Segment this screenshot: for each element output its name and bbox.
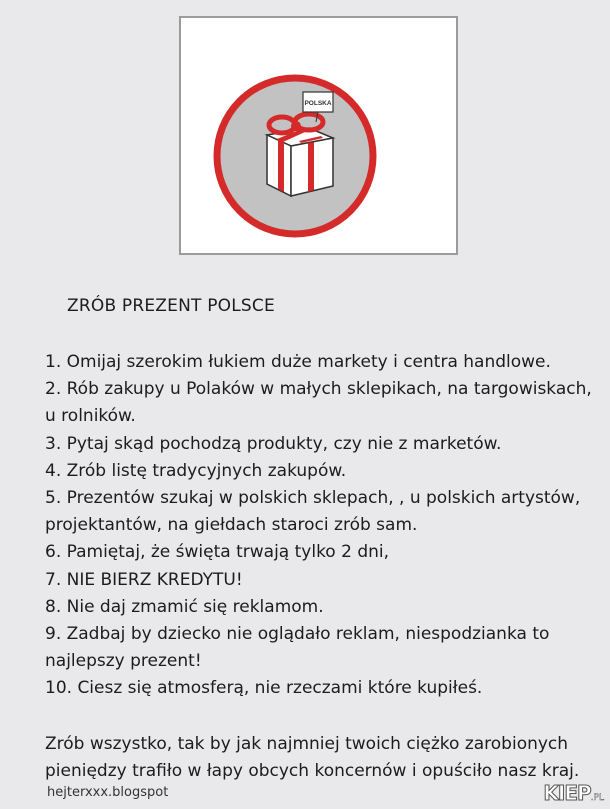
polska-tag-label: POLSKA: [304, 100, 332, 107]
list-item: 4. Zrób listę tradycyjnych zakupów.: [45, 460, 347, 481]
list-item: 5. Prezentów szukaj w polskich sklepach, , u polskich artystów,: [45, 488, 581, 509]
watermark-suffix: .PL: [590, 793, 604, 803]
closing-line: pieniędzy trafiło w łapy obcych koncernów i opuściło nasz kraj.: [45, 761, 580, 781]
tips-list: [45, 349, 605, 703]
source-footer: hejterxxx.blogspot: [47, 785, 169, 800]
list-item: 7. NIE BIERZ KREDYTU!: [45, 569, 243, 590]
list-item: u rolników.: [45, 406, 136, 427]
list-item: 9. Zadbaj by dziecko nie oglądało reklam, niespodzianka to: [45, 624, 550, 645]
list-item: 8. Nie daj zmamić się reklamom.: [45, 596, 324, 617]
list-item: 3. Pytaj skąd pochodzą produkty, czy nie z marketów.: [45, 433, 502, 454]
gift-logo: [181, 18, 456, 253]
list-item: 6. Pamiętaj, że święta trwają tylko 2 dni,: [45, 542, 390, 563]
closing-line: Zrób wszystko, tak by jak najmniej twoich ciężko zarobionych: [45, 734, 569, 754]
list-item: najlepszy prezent!: [45, 651, 202, 672]
list-item: 10. Ciesz się atmosferą, nie rzeczami które kupiłeś.: [45, 678, 483, 699]
logo-frame: [179, 16, 458, 255]
site-watermark: [543, 781, 604, 805]
closing-paragraph: [45, 731, 605, 785]
list-item: projektantów, na giełdach staroci zrób sam.: [45, 515, 418, 536]
watermark-main: KIEP: [543, 781, 591, 805]
list-item: 1. Omijaj szerokim łukiem duże markety i centra handlowe.: [45, 352, 551, 372]
page-title: ZRÓB PREZENT POLSCE: [67, 296, 275, 316]
list-item: 2. Rób zakupy u Polaków w małych sklepikach, na targowiskach,: [45, 379, 592, 400]
